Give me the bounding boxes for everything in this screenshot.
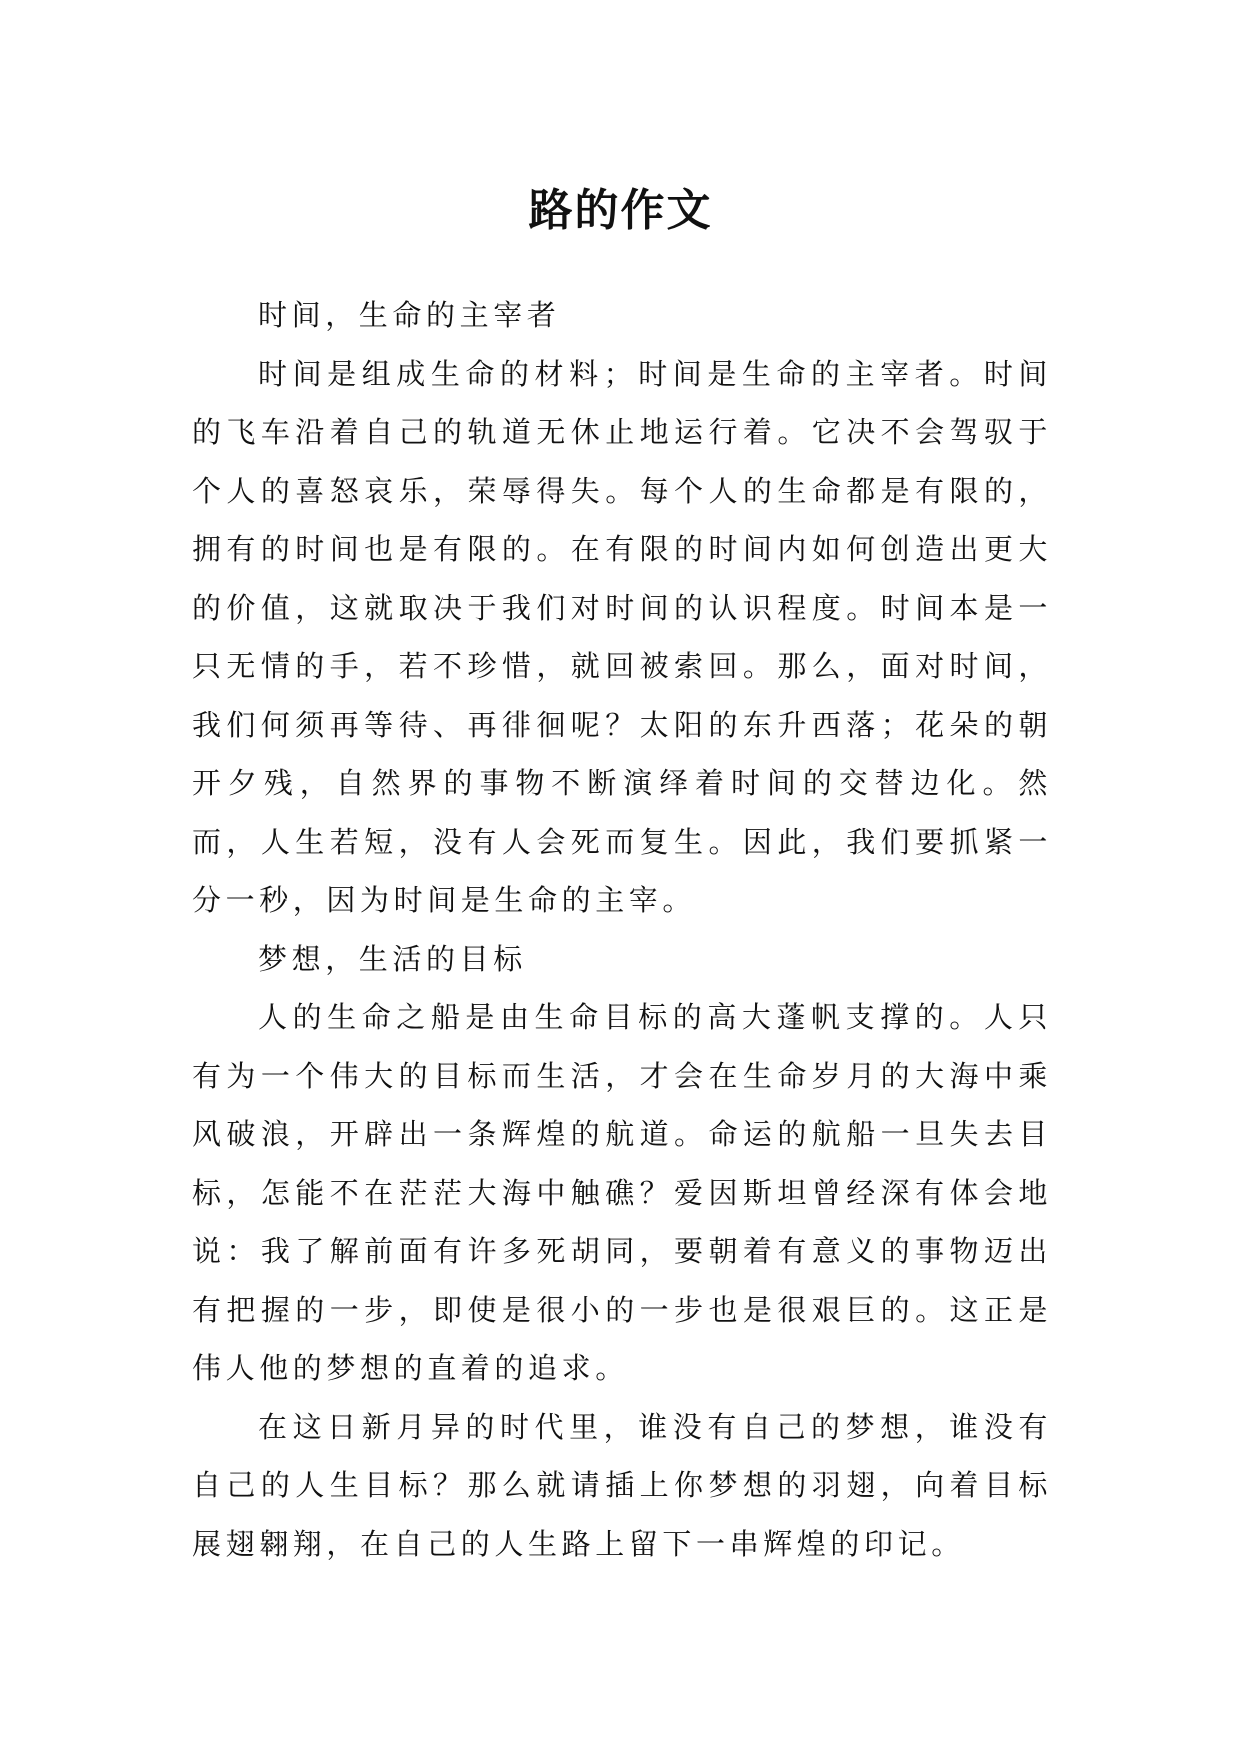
document-title: 路的作文 <box>528 185 713 237</box>
paragraph-dream: 人的生命之船是由生命目标的高大蓬帆支撑的。人只有为一个伟大的目标而生活，才会在生命岁月的大海中乘风破浪，开辟出一条辉煌的航道。命运的航船一旦失去目标，怎能不在茫茫大海中触礁？爱因斯坦曾经深有体会地说：我了解前面有许多死胡同，要朝着有意义的事物迈出有把握的一步，即使是很小的一步也是很艰巨的。这正是伟人他的梦想的直着的追求。 <box>192 1000 1052 1385</box>
section-heading-dream: 梦想，生活的目标 <box>258 941 527 976</box>
paragraph-time: 时间是组成生命的材料；时间是生命的主宰者。时间的飞车沿着自己的轨道无休止地运行着。它决不会驾驭于个人的喜怒哀乐，荣辱得失。每个人的生命都是有限的，拥有的时间也是有限的。在有限的时间内如何创造出更大的价值，这就取决于我们对时间的认识程度。时间本是一只无情的手，若不珍惜，就回被索回。那么，面对时间，我们何须再等待、再徘徊呢？太阳的东升西落；花朵的朝开夕残，自然界的事物不断演绎着时间的交替边化。然而，人生若短，没有人会死而复生。因此，我们要抓紧一分一秒，因为时间是生命的主宰。 <box>192 356 1052 917</box>
section-heading-time: 时间，生命的主宰者 <box>258 298 561 332</box>
document-body <box>192 286 1052 1573</box>
paragraph-conclusion: 在这日新月异的时代里，谁没有自己的梦想，谁没有自己的人生目标？那么就请插上你梦想的羽翅，向着目标展翅翱翔，在自己的人生路上留下一串辉煌的印记。 <box>192 1409 1052 1561</box>
